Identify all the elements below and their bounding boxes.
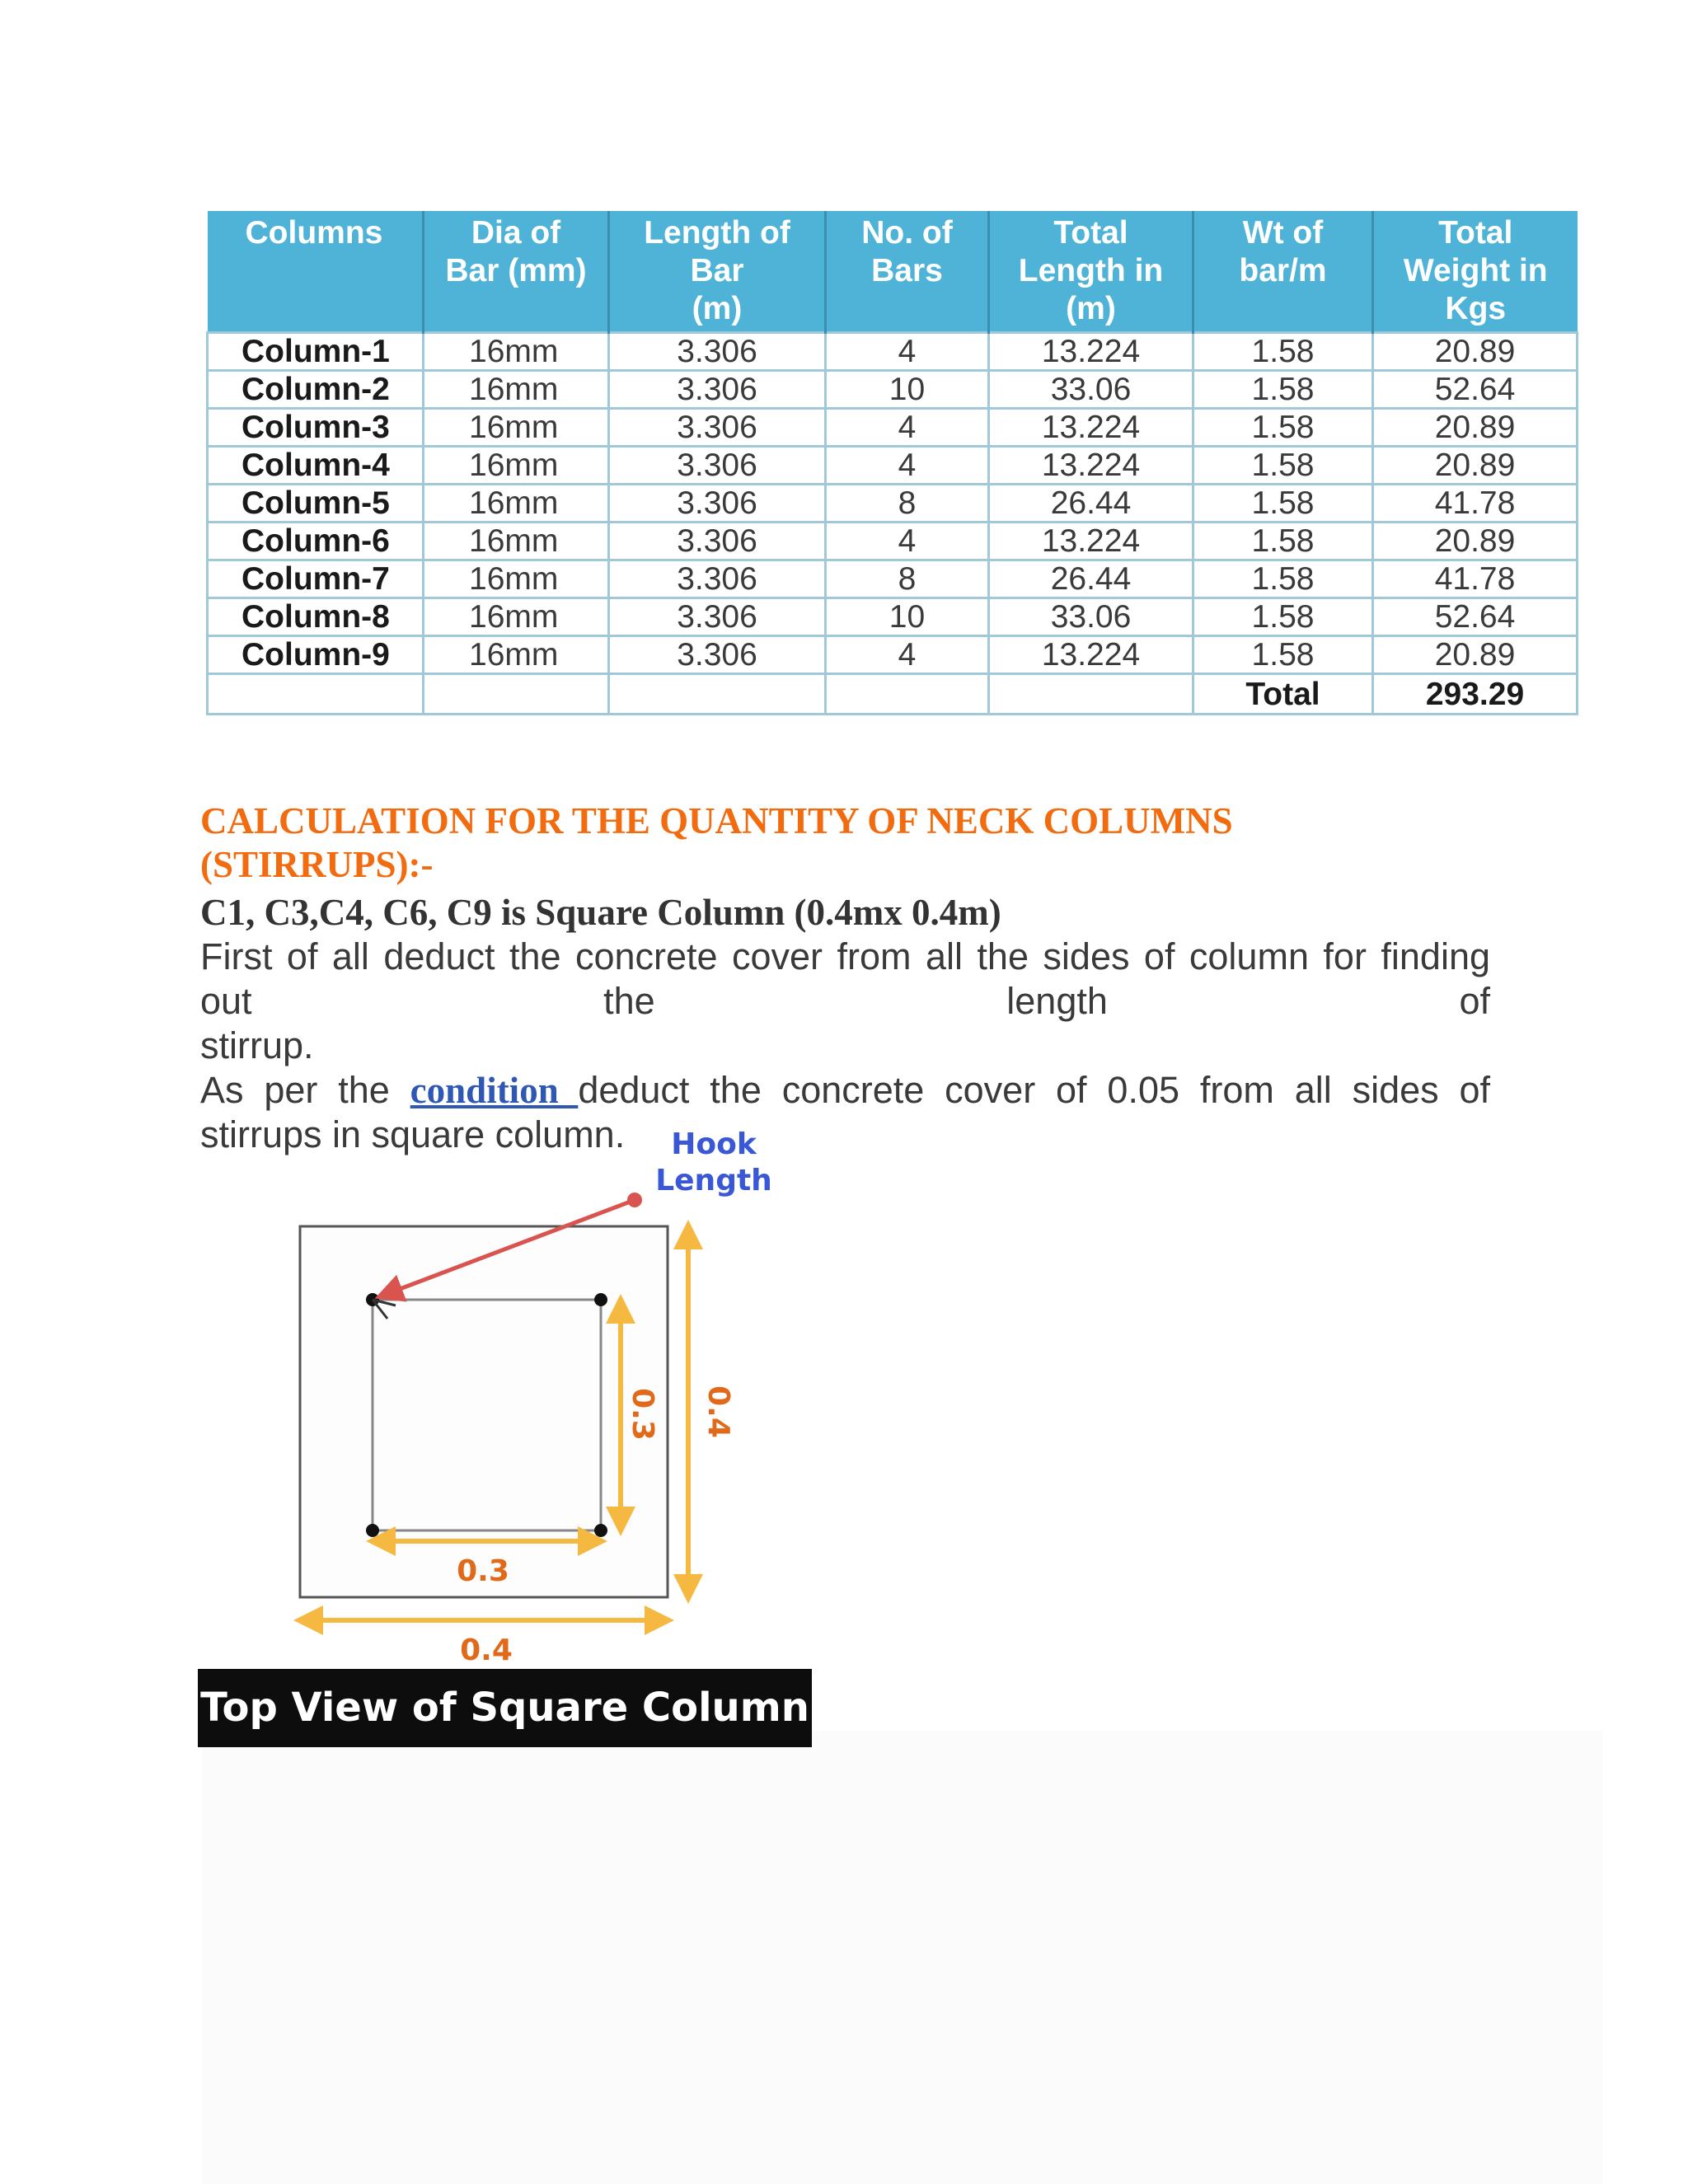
column-header-line: (m): [692, 291, 743, 326]
column-header-line: Kgs: [1445, 291, 1507, 326]
table-cell: 4: [826, 333, 989, 371]
column-header-line: Dia of: [471, 215, 561, 251]
table-cell: 16mm: [424, 598, 609, 636]
column-header-line: Bar (mm): [445, 253, 587, 288]
steel-quantity-table: [206, 211, 1578, 715]
hook-length-dot: [627, 1193, 642, 1207]
inner-height-label: 0.3: [626, 1388, 659, 1441]
column-header: [826, 211, 989, 333]
column-header: [1193, 211, 1373, 333]
column-header-line: Total: [1053, 215, 1128, 251]
condition-link[interactable]: condition: [410, 1070, 579, 1111]
table-cell: 13.224: [989, 447, 1193, 485]
hook-label-line-2: Length: [655, 1164, 772, 1197]
paragraph-line-3-end: deduct the concrete cover of 0.05 from all sides of: [578, 1069, 1491, 1111]
total-value: 293.29: [1373, 674, 1578, 715]
table-header-row: [208, 211, 1578, 333]
table-cell: 16mm: [424, 447, 609, 485]
section-heading-line-1: CALCULATION FOR THE QUANTITY OF NECK COLUMNS: [200, 800, 1233, 841]
table-row: [208, 485, 1578, 523]
figure-caption: Top View of Square Column: [198, 1669, 812, 1747]
column-header: [609, 211, 826, 333]
column-header-line: bar/m: [1239, 253, 1327, 288]
table-cell: 20.89: [1373, 447, 1578, 485]
column-header-line: Weight in: [1403, 253, 1548, 288]
body-paragraph: [200, 935, 1490, 1157]
total-label: Total: [1193, 674, 1373, 715]
table-cell: 16mm: [424, 523, 609, 560]
table-cell: 8: [826, 485, 989, 523]
table-cell: 26.44: [989, 560, 1193, 598]
inner-width-label: 0.3: [457, 1554, 509, 1588]
table-cell: 4: [826, 523, 989, 560]
table-cell: Column-7: [208, 560, 424, 598]
table-cell: Column-5: [208, 485, 424, 523]
column-header-line: Bars: [871, 253, 943, 288]
column-header-line: No. of: [861, 215, 953, 251]
column-header-line: Wt of: [1242, 215, 1324, 251]
paragraph-line-1: First of all deduct the concrete cover from all the sides of column for finding: [200, 935, 1490, 977]
table-cell: 20.89: [1373, 333, 1578, 371]
outer-height-label: 0.4: [701, 1385, 735, 1438]
corner-bar-bottom-right: [594, 1524, 607, 1537]
empty-cell: [989, 674, 1193, 715]
table-row: [208, 560, 1578, 598]
table-cell: 10: [826, 598, 989, 636]
paragraph-line-4: stirrups in square column.: [200, 1113, 626, 1155]
table-cell: 41.78: [1373, 485, 1578, 523]
table-row: [208, 636, 1578, 674]
paragraph-line-3: [200, 1068, 1490, 1113]
table-cell: 1.58: [1193, 333, 1373, 371]
hook-label-line-1: Hook: [671, 1129, 757, 1161]
table-cell: 3.306: [609, 409, 826, 447]
table-cell: 8: [826, 560, 989, 598]
sub-heading: C1, C3,C4, C6, C9 is Square Column (0.4mx 0.4m): [200, 892, 1001, 933]
table-cell: 1.58: [1193, 598, 1373, 636]
column-header: [424, 211, 609, 333]
corner-bar-top-right: [594, 1293, 607, 1306]
table-cell: 13.224: [989, 409, 1193, 447]
column-header: [208, 211, 424, 333]
table-cell: 16mm: [424, 485, 609, 523]
paragraph-line-3-start: As per the: [200, 1069, 410, 1111]
table-cell: 1.58: [1193, 447, 1373, 485]
table-cell: 3.306: [609, 523, 826, 560]
total-row: [208, 674, 1578, 715]
table-cell: 1.58: [1193, 409, 1373, 447]
table-cell: Column-3: [208, 409, 424, 447]
paragraph-line-2: out the length of stirrup.: [200, 980, 1490, 1066]
table-cell: Column-8: [208, 598, 424, 636]
table-cell: 3.306: [609, 333, 826, 371]
table-cell: 10: [826, 371, 989, 409]
table-cell: 3.306: [609, 560, 826, 598]
table-cell: Column-2: [208, 371, 424, 409]
table-cell: 52.64: [1373, 598, 1578, 636]
table-cell: 3.306: [609, 485, 826, 523]
table-cell: 16mm: [424, 409, 609, 447]
table-row: [208, 371, 1578, 409]
table-cell: 16mm: [424, 333, 609, 371]
table-cell: 33.06: [989, 371, 1193, 409]
empty-cell: [424, 674, 609, 715]
table-cell: 4: [826, 409, 989, 447]
table-cell: Column-6: [208, 523, 424, 560]
table-cell: Column-4: [208, 447, 424, 485]
table-cell: 20.89: [1373, 409, 1578, 447]
table-cell: 16mm: [424, 636, 609, 674]
column-header-line: Bar: [690, 253, 744, 288]
table-cell: 20.89: [1373, 523, 1578, 560]
table-cell: 1.58: [1193, 560, 1373, 598]
table-cell: 16mm: [424, 371, 609, 409]
table-cell: 3.306: [609, 636, 826, 674]
table-cell: 26.44: [989, 485, 1193, 523]
table-cell: 20.89: [1373, 636, 1578, 674]
table-cell: 52.64: [1373, 371, 1578, 409]
steel-quantity-table-container: [206, 211, 1576, 715]
section-heading-line-2: (STIRRUPS):-: [200, 844, 434, 885]
table-row: [208, 523, 1578, 560]
column-header-line: Length in: [1018, 253, 1164, 288]
page-background: [202, 1731, 1603, 2184]
empty-cell: [208, 674, 424, 715]
table-cell: 1.58: [1193, 523, 1373, 560]
outer-width-label: 0.4: [460, 1633, 513, 1667]
table-cell: 1.58: [1193, 485, 1373, 523]
empty-cell: [826, 674, 989, 715]
table-cell: 3.306: [609, 447, 826, 485]
table-cell: 16mm: [424, 560, 609, 598]
table-row: [208, 409, 1578, 447]
table-cell: 3.306: [609, 371, 826, 409]
table-row: [208, 333, 1578, 371]
table-cell: 4: [826, 447, 989, 485]
table-cell: 3.306: [609, 598, 826, 636]
column-header-line: Columns: [245, 215, 383, 251]
table-cell: Column-1: [208, 333, 424, 371]
table-cell: 13.224: [989, 636, 1193, 674]
table-cell: 41.78: [1373, 560, 1578, 598]
table-cell: 1.58: [1193, 636, 1373, 674]
corner-bar-bottom-left: [366, 1524, 379, 1537]
section-heading: [200, 799, 1519, 887]
empty-cell: [609, 674, 826, 715]
table-cell: 13.224: [989, 523, 1193, 560]
column-header: [989, 211, 1193, 333]
table-cell: 4: [826, 636, 989, 674]
column-top-view-diagram: [198, 1129, 812, 1669]
column-header: [1373, 211, 1578, 333]
column-header-line: Total: [1438, 215, 1513, 251]
column-header-line: (m): [1066, 291, 1116, 326]
table-cell: 1.58: [1193, 371, 1373, 409]
column-header-line: Length of: [644, 215, 790, 251]
table-row: [208, 447, 1578, 485]
table-cell: 33.06: [989, 598, 1193, 636]
table-cell: 13.224: [989, 333, 1193, 371]
table-cell: Column-9: [208, 636, 424, 674]
table-body: [208, 333, 1578, 715]
table-row: [208, 598, 1578, 636]
square-column-figure: [198, 1129, 812, 1747]
